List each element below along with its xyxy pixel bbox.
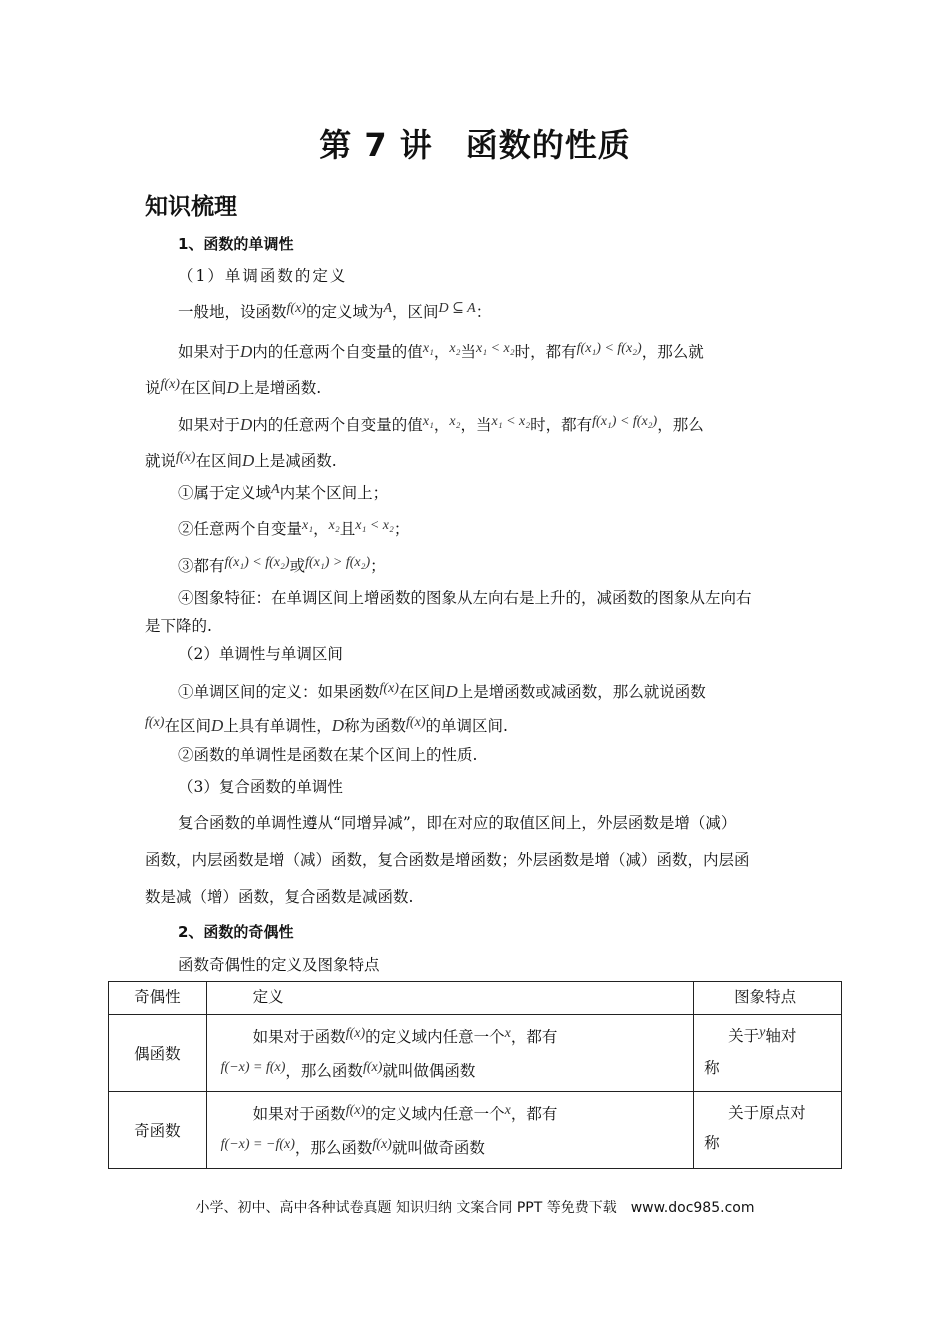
row-even-feature: 关于y轴对 称 (694, 1015, 842, 1092)
paragraph-domain: 一般地，设函数f(x)的定义域为A，区间D ⊆ A： (178, 301, 492, 321)
table-row (109, 1015, 842, 1092)
paragraph-increasing-1: 如果对于D内的任意两个自变量的值x₁，x₂当x₁ < x₂时，都有f(x₁) < f(x₂)，那么就 (178, 341, 704, 361)
header-graph-feature: 图象特点 (694, 982, 842, 1015)
paragraph-composite-3: 数是减（增）函数，复合函数是减函数. (145, 888, 414, 906)
paragraph-decreasing-1: 如果对于D内的任意两个自变量的值x₁，x₂，当x₁ < x₂时，都有f(x₁) < f(x₂)，那么 (178, 414, 704, 434)
list-item-1: ①属于定义域A内某个区间上； (178, 482, 389, 502)
paragraph-increasing-2: 说f(x)在区间D上是增函数. (145, 377, 322, 397)
subheading-composite: （3）复合函数的单调性 (178, 778, 343, 796)
header-definition: 定义 (206, 982, 693, 1015)
heading-parity: 2、函数的奇偶性 (178, 923, 294, 941)
footer-banner: 小学、初中、高中各种试卷真题 知识归纳 文案合同 PPT 等免费下载 www.doc985.com (195, 1200, 755, 1216)
row-even-definition: 如果对于函数f(x)的定义域内任意一个x，都有 f(−x) = f(x)，那么函数f(x)就叫做偶函数 (206, 1015, 693, 1092)
paragraph-composite-2: 函数，内层函数是增（减）函数，复合函数是增函数；外层函数是增（减）函数，内层函 (145, 851, 750, 869)
paragraph-interval-def-2: f(x)在区间D上具有单调性，D称为函数f(x)的单调区间. (145, 715, 508, 735)
list-item-2: ②任意两个自变量x₁，x₂且x₁ < x₂； (178, 518, 410, 538)
paragraph-composite-1: 复合函数的单调性遵从“同增异减”，即在对应的取值区间上，外层函数是增（减） (178, 814, 737, 832)
paragraph-decreasing-2: 就说f(x)在区间D上是减函数. (145, 450, 337, 470)
table-row (109, 1092, 842, 1169)
list-item-4-line2: 是下降的. (145, 617, 212, 635)
heading-monotonicity: 1、函数的单调性 (178, 235, 294, 253)
table-caption: 函数奇偶性的定义及图象特点 (178, 956, 380, 974)
row-odd-definition: 如果对于函数f(x)的定义域内任意一个x，都有 f(−x) = −f(x)，那么函数f(x)就叫做奇函数 (206, 1092, 693, 1169)
list-item-4-line1: ④图象特征：在单调区间上增函数的图象从左向右是上升的，减函数的图象从左向右 (178, 589, 752, 607)
row-even-name: 偶函数 (109, 1015, 207, 1092)
paragraph-interval-property: ②函数的单调性是函数在某个区间上的性质. (178, 746, 478, 764)
row-odd-name: 奇函数 (109, 1092, 207, 1169)
table-header-row (109, 982, 842, 1015)
page-title: 第 7 讲 函数的性质 (319, 126, 631, 164)
subheading-intervals: （2）单调性与单调区间 (178, 645, 343, 663)
subheading-definition: （1）单调函数的定义 (178, 267, 348, 285)
parity-table (108, 981, 842, 1169)
row-odd-feature: 关于原点对 称 (694, 1092, 842, 1169)
paragraph-interval-def-1: ①单调区间的定义：如果函数f(x)在区间D上是增函数或减函数，那么就说函数 (178, 681, 706, 701)
section-heading: 知识梳理 (145, 194, 237, 220)
header-parity: 奇偶性 (109, 982, 207, 1015)
list-item-3: ③都有f(x₁) < f(x₂)或f(x₁) > f(x₂)； (178, 555, 386, 575)
